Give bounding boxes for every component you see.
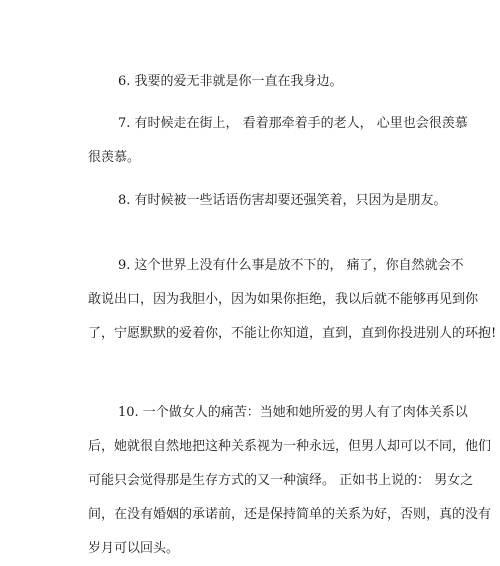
paragraph-10 (88, 405, 492, 557)
paragraph-line: 间，在没有婚姻的承诺前，还是保持简单的关系为好，否则，真的没有 (88, 507, 492, 522)
paragraph-line: 很羡慕。 (88, 150, 141, 165)
paragraph-line: 敢说出口，因为我胆小，因为如果你拒绝，我以后就不能够再见到你 (88, 292, 479, 307)
paragraph-line: 9. 这个世界上没有什么事是放不下的， 痛了，你自然就会不 (118, 258, 464, 273)
paragraph-line: 8. 有时候被一些话语伤害却要还强笑着，只因为是朋友。 (118, 193, 447, 208)
paragraph-8 (88, 193, 447, 209)
paragraph-line: 10. 一个做女人的痛苦：当她和她所爱的男人有了肉体关系以 (118, 405, 468, 420)
paragraph-line: 了，宁愿默默的爱着你，不能让你知道，直到，直到你投进别人的环抱! (88, 326, 497, 341)
paragraph-line: 7. 有时候走在街上， 看着那牵着手的老人， 心里也会很羡慕 (118, 116, 468, 131)
paragraph-line: 可能只会觉得那是生存方式的又一种演绎。 正如书上说的： 男女之 (88, 473, 474, 488)
paragraph-9 (88, 258, 497, 342)
paragraph-6 (88, 74, 428, 90)
paragraph-line: 6. 我要的爱无非就是你一直在我身边。 (118, 74, 343, 89)
paragraph-7 (88, 116, 468, 166)
paragraph-line: 岁月可以回头。 (88, 541, 180, 556)
paragraph-line: 后，她就很自然地把这种关系视为一种永远，但男人却可以不同，他们 (88, 439, 492, 454)
